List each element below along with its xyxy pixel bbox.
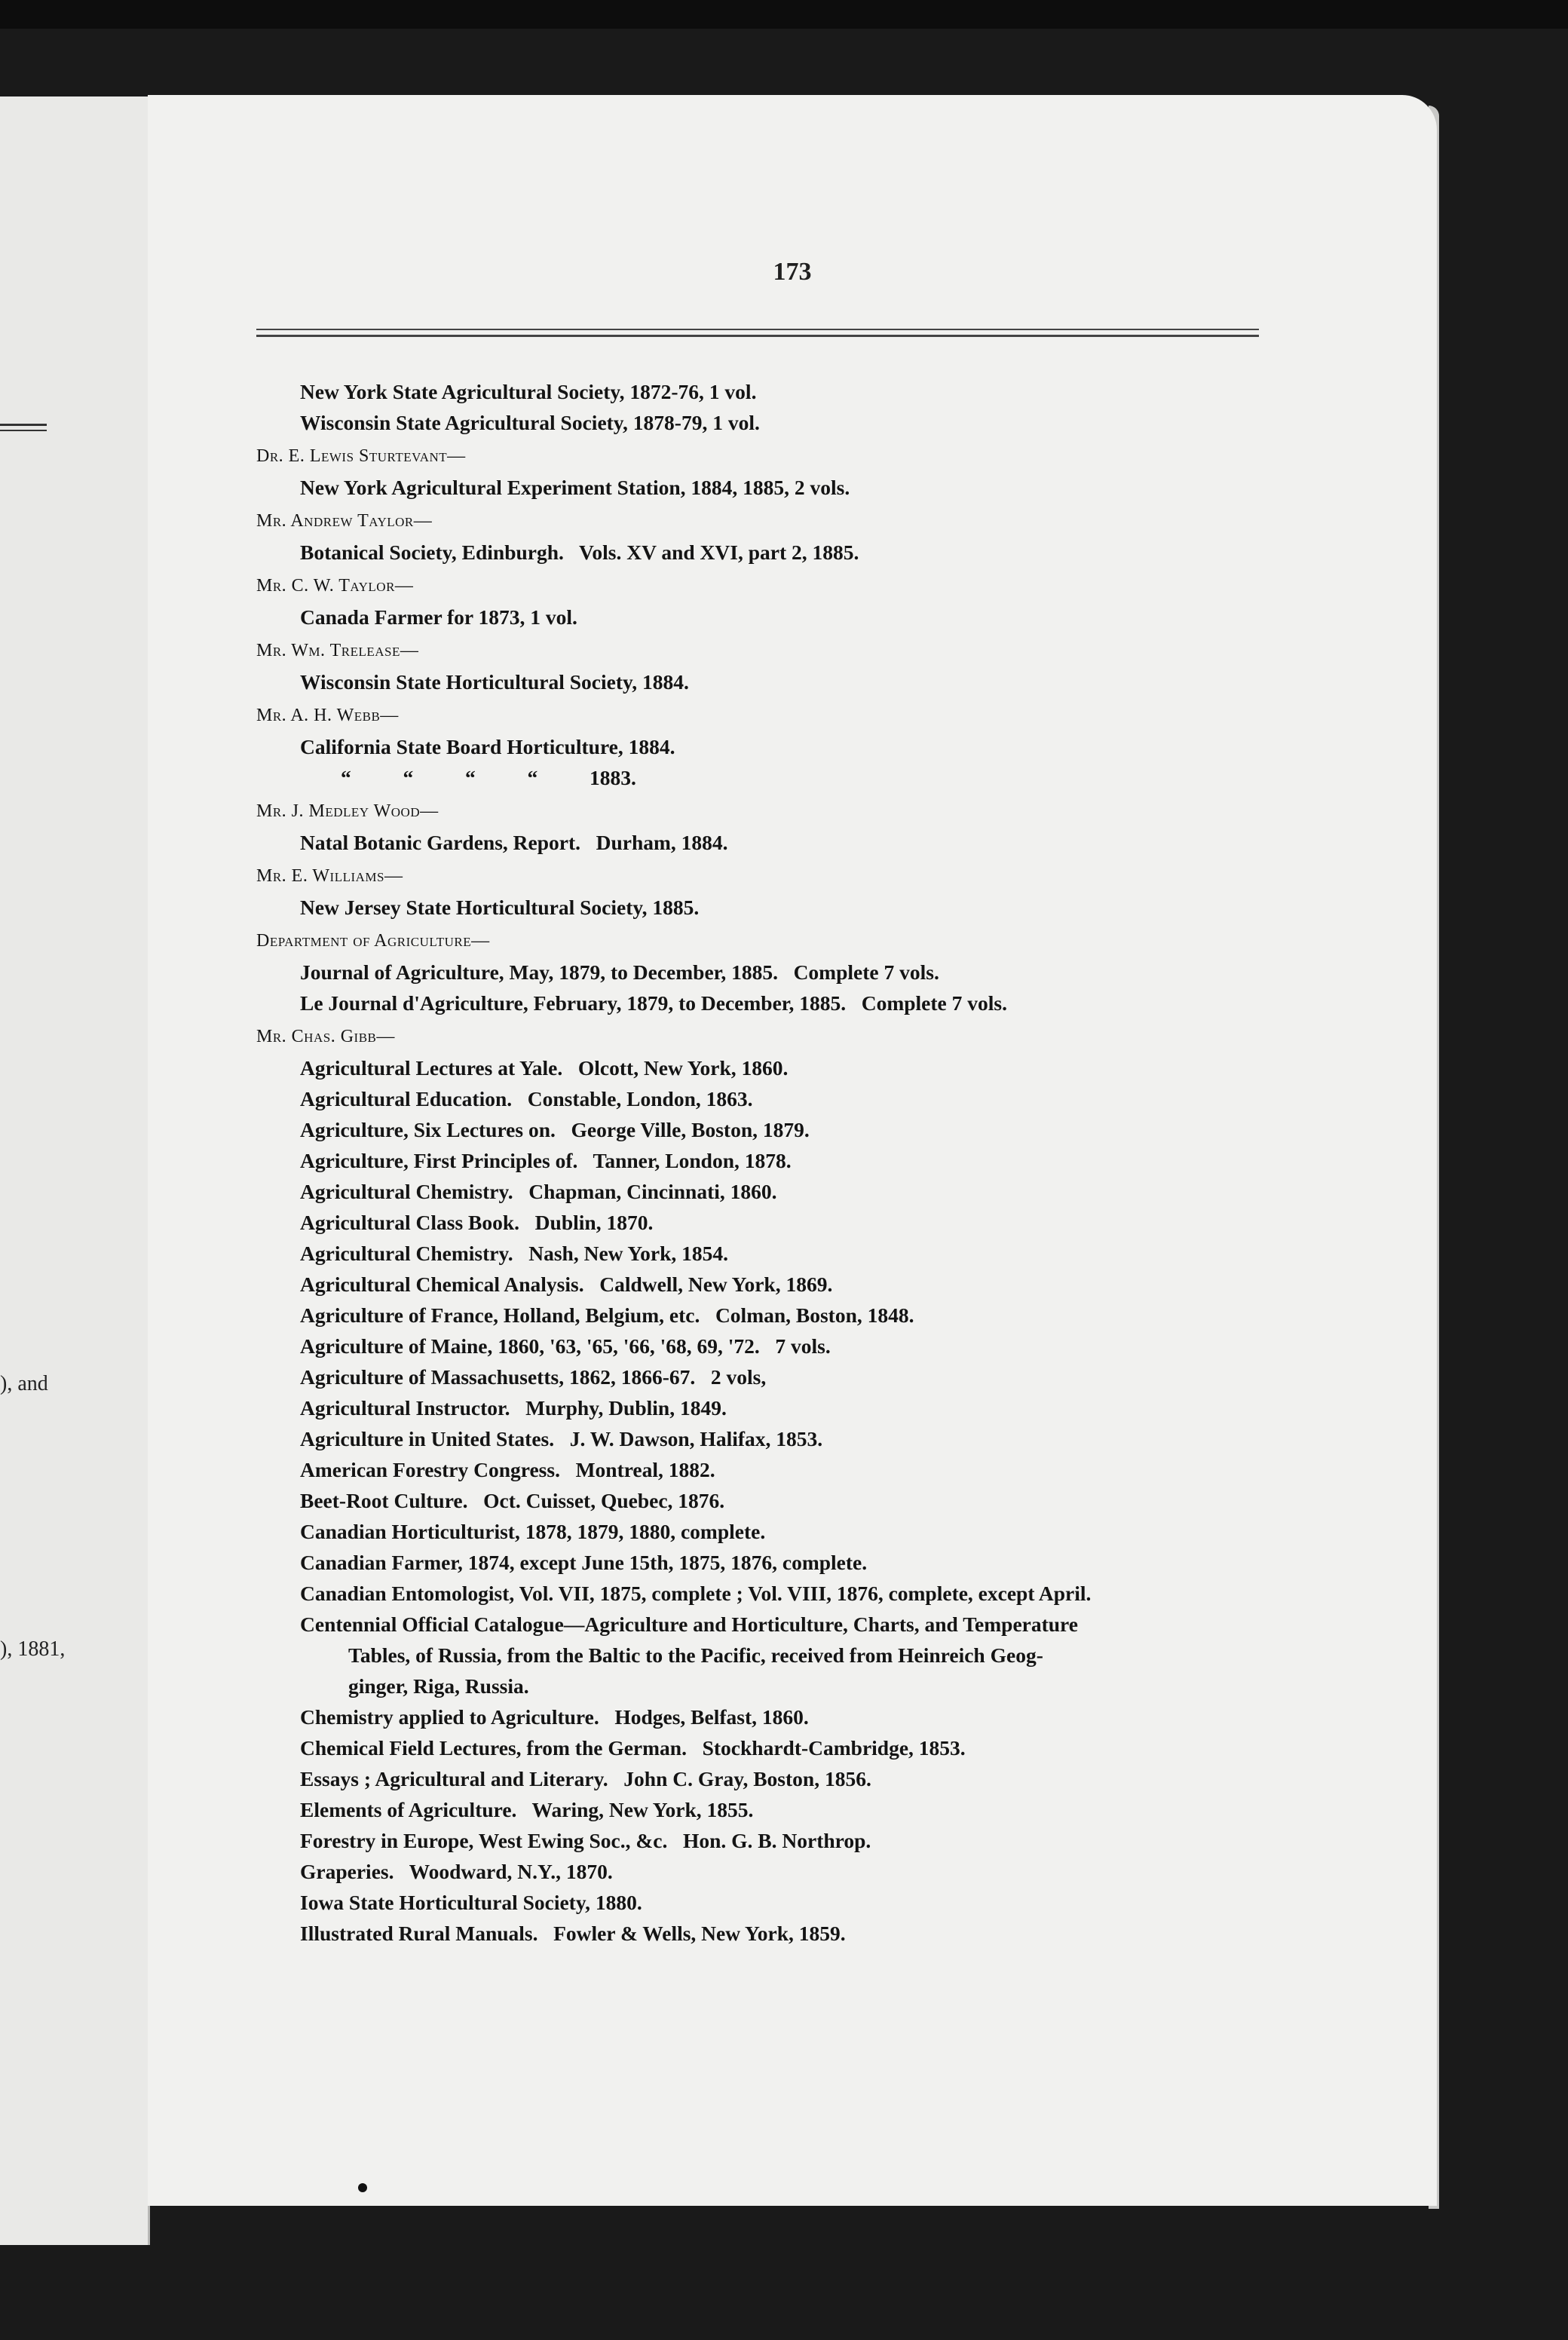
page-number: 173 <box>773 258 812 286</box>
list-item: American Forestry Congress. Montreal, 1882. <box>300 1458 715 1481</box>
list-item: Agriculture of Massachusetts, 1862, 1866-67. 2 vols, <box>300 1365 767 1389</box>
list-item: New Jersey State Horticultural Society, 1885. <box>300 896 700 919</box>
facing-page-fragment <box>0 96 150 2245</box>
facing-page-rule <box>0 430 47 431</box>
list-item: Agriculture, Six Lectures on. George Ville, Boston, 1879. <box>300 1118 810 1141</box>
list-item: Canadian Farmer, 1874, except June 15th, 1875, 1876, complete. <box>300 1551 868 1574</box>
list-item: Journal of Agriculture, May, 1879, to December, 1885. Complete 7 vols. <box>300 960 939 984</box>
list-item: Illustrated Rural Manuals. Fowler & Wells, New York, 1859. <box>300 1922 846 1945</box>
list-item: Chemical Field Lectures, from the German. Stockhardt-Cambridge, 1853. <box>300 1736 966 1760</box>
list-item: Wisconsin State Agricultural Society, 1878-79, 1 vol. <box>300 411 760 434</box>
list-item: Agricultural Education. Constable, London, 1863. <box>300 1087 753 1110</box>
list-item: Agricultural Chemical Analysis. Caldwell, New York, 1869. <box>300 1273 833 1296</box>
list-item: Elements of Agriculture. Waring, New York, 1855. <box>300 1798 754 1821</box>
list-item: Natal Botanic Gardens, Report. Durham, 1884. <box>300 831 728 854</box>
list-item: California State Board Horticulture, 1884. <box>300 735 675 758</box>
ditto-line: “ “ “ “ 1883. <box>341 766 636 789</box>
list-item: Forestry in Europe, West Ewing Soc., &c. Hon. G. B. Northrop. <box>300 1829 871 1852</box>
list-item: Wisconsin State Horticultural Society, 1884. <box>300 670 689 694</box>
donor-heading: Mr. Chas. Gibb— <box>256 1027 395 1046</box>
donor-heading: Mr. E. Williams— <box>256 866 403 886</box>
list-item: Agriculture in United States. J. W. Dawson, Halifax, 1853. <box>300 1427 823 1450</box>
list-item: Agricultural Lectures at Yale. Olcott, New York, 1860. <box>300 1056 789 1080</box>
list-item: Iowa State Horticultural Society, 1880. <box>300 1891 642 1914</box>
list-item: New York Agricultural Experiment Station, 1884, 1885, 2 vols. <box>300 476 850 499</box>
donor-heading: Mr. Andrew Taylor— <box>256 511 433 531</box>
facing-page-text: ), and <box>0 1372 48 1395</box>
ink-spot <box>358 2183 367 2192</box>
scan-border <box>0 0 1568 29</box>
facing-page-text: ), 1881, <box>0 1637 66 1661</box>
list-item: Graperies. Woodward, N.Y., 1870. <box>300 1860 613 1883</box>
list-item: Agriculture of France, Holland, Belgium, etc. Colman, Boston, 1848. <box>300 1303 914 1327</box>
document-page <box>148 95 1437 2206</box>
list-item: Le Journal d'Agriculture, February, 1879, to December, 1885. Complete 7 vols. <box>300 991 1007 1015</box>
facing-page-rule <box>0 424 47 426</box>
list-item: Centennial Official Catalogue—Agriculture and Horticulture, Charts, and Temperature <box>300 1613 1078 1636</box>
list-item: New York State Agricultural Society, 1872-76, 1 vol. <box>300 380 757 403</box>
list-item-continuation: ginger, Riga, Russia. <box>348 1674 529 1698</box>
donation-list <box>256 376 1425 1949</box>
donor-heading: Mr. A. H. Webb— <box>256 706 399 725</box>
list-item: Agricultural Class Book. Dublin, 1870. <box>300 1211 654 1234</box>
donor-heading: Mr. J. Medley Wood— <box>256 801 439 821</box>
donor-heading: Mr. C. W. Taylor— <box>256 576 414 596</box>
list-item: Canadian Entomologist, Vol. VII, 1875, complete ; Vol. VIII, 1876, complete, except April. <box>300 1582 1092 1605</box>
donor-heading: Dr. E. Lewis Sturtevant— <box>256 446 466 466</box>
list-item: Beet-Root Culture. Oct. Cuisset, Quebec, 1876. <box>300 1489 725 1512</box>
list-item: Canadian Horticulturist, 1878, 1879, 1880, complete. <box>300 1520 766 1543</box>
list-item: Canada Farmer for 1873, 1 vol. <box>300 605 577 629</box>
header-rule <box>256 329 1259 330</box>
list-item-continuation: Tables, of Russia, from the Baltic to the Pacific, received from Heinreich Geog- <box>348 1643 1043 1667</box>
list-item: Agriculture of Maine, 1860, '63, '65, '66, '68, 69, '72. 7 vols. <box>300 1334 831 1358</box>
list-item: Agriculture, First Principles of. Tanner, London, 1878. <box>300 1149 792 1172</box>
list-item: Agricultural Instructor. Murphy, Dublin, 1849. <box>300 1396 727 1420</box>
list-item: Chemistry applied to Agriculture. Hodges, Belfast, 1860. <box>300 1705 809 1729</box>
list-item: Agricultural Chemistry. Chapman, Cincinnati, 1860. <box>300 1180 777 1203</box>
header-rule <box>256 335 1259 337</box>
donor-heading: Department of Agriculture— <box>256 931 490 951</box>
donor-heading: Mr. Wm. Trelease— <box>256 641 419 660</box>
list-item: Agricultural Chemistry. Nash, New York, 1854. <box>300 1242 729 1265</box>
list-item: Essays ; Agricultural and Literary. John C. Gray, Boston, 1856. <box>300 1767 871 1790</box>
list-item: Botanical Society, Edinburgh. Vols. XV and XVI, part 2, 1885. <box>300 541 859 564</box>
